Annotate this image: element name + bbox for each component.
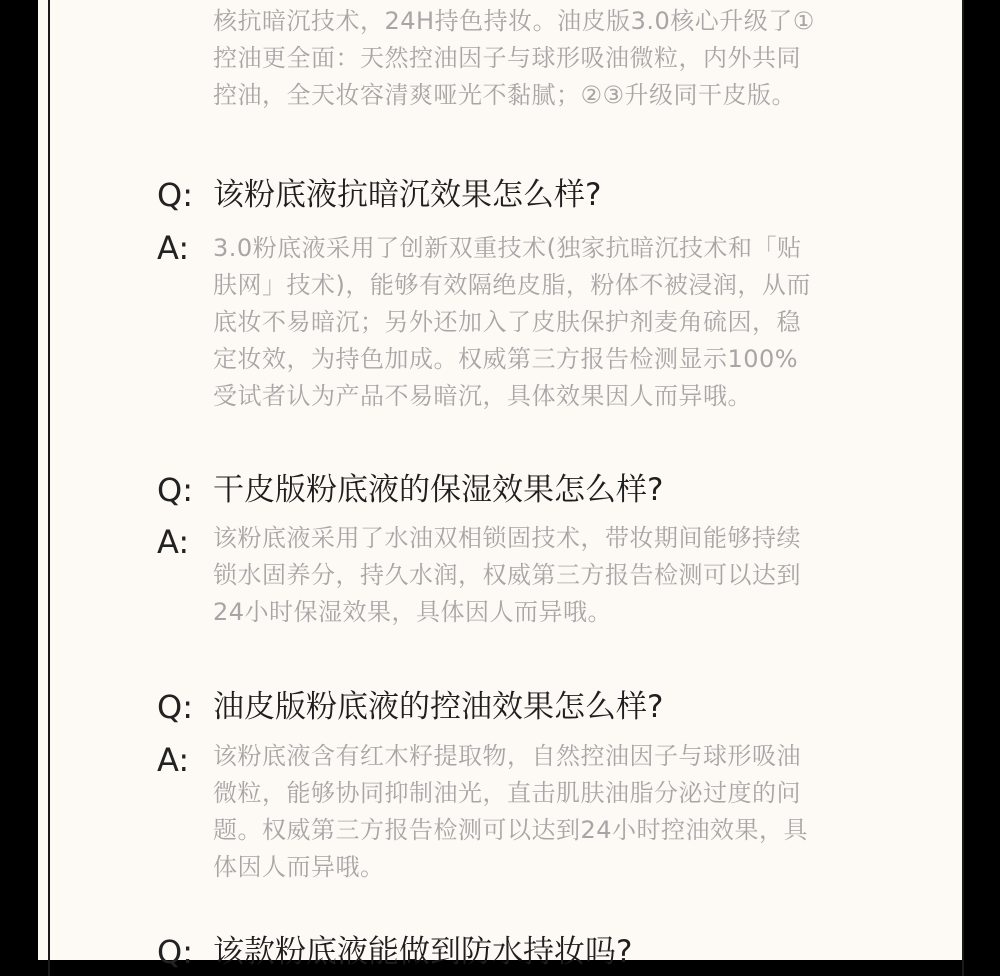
- question-label: Q:: [157, 176, 193, 214]
- answer-label: A:: [157, 523, 190, 561]
- frame-left: [0, 0, 38, 960]
- answer-text: 3.0粉底液采用了创新双重技术(独家抗暗沉技术和「贴 肤网」技术)，能够有效隔绝皮脂，粉体不被浸润，从而 底妆不易暗沉；另外还加入了皮肤保护剂麦角硫因，稳 定妆效，为持色加成。权威第三方报告检测显示100% 受试者认为产品不易暗沉，具体效果因人而异哦。: [213, 234, 811, 410]
- question-text: 油皮版粉底液的控油效果怎么样?: [213, 689, 664, 725]
- answer-text-previous: 核抗暗沉技术，24H持色持妆。油皮版3.0核心升级了① 控油更全面：天然控油因子与球形吸油微粒，内外共同 控油，全天妆容清爽哑光不黏腻；②③升级同干皮版。: [213, 7, 815, 109]
- question-text: 该粉底液抗暗沉效果怎么样?: [213, 177, 602, 213]
- question-text: 该款粉底液能做到防水持妆吗?: [213, 934, 633, 970]
- question-label: Q:: [157, 688, 193, 726]
- answer-text: 该粉底液采用了水油双相锁固技术，带妆期间能够持续 锁水固养分，持久水润，权威第三方报告检测可以达到 24小时保湿效果，具体因人而异哦。: [213, 524, 801, 626]
- answer-label: A:: [157, 741, 190, 779]
- answer-label: A:: [157, 229, 190, 267]
- frame-right: [962, 0, 1000, 960]
- question-label: Q:: [157, 471, 193, 509]
- answer-text: 该粉底液含有红木籽提取物，自然控油因子与球形吸油 微粒，能够协同抑制油光，直击肌肤油脂分泌过度的问 题。权威第三方报告检测可以达到24小时控油效果，具 体因人而异哦。: [213, 742, 809, 881]
- question-text: 干皮版粉底液的保湿效果怎么样?: [213, 472, 664, 508]
- question-label: Q:: [157, 933, 193, 971]
